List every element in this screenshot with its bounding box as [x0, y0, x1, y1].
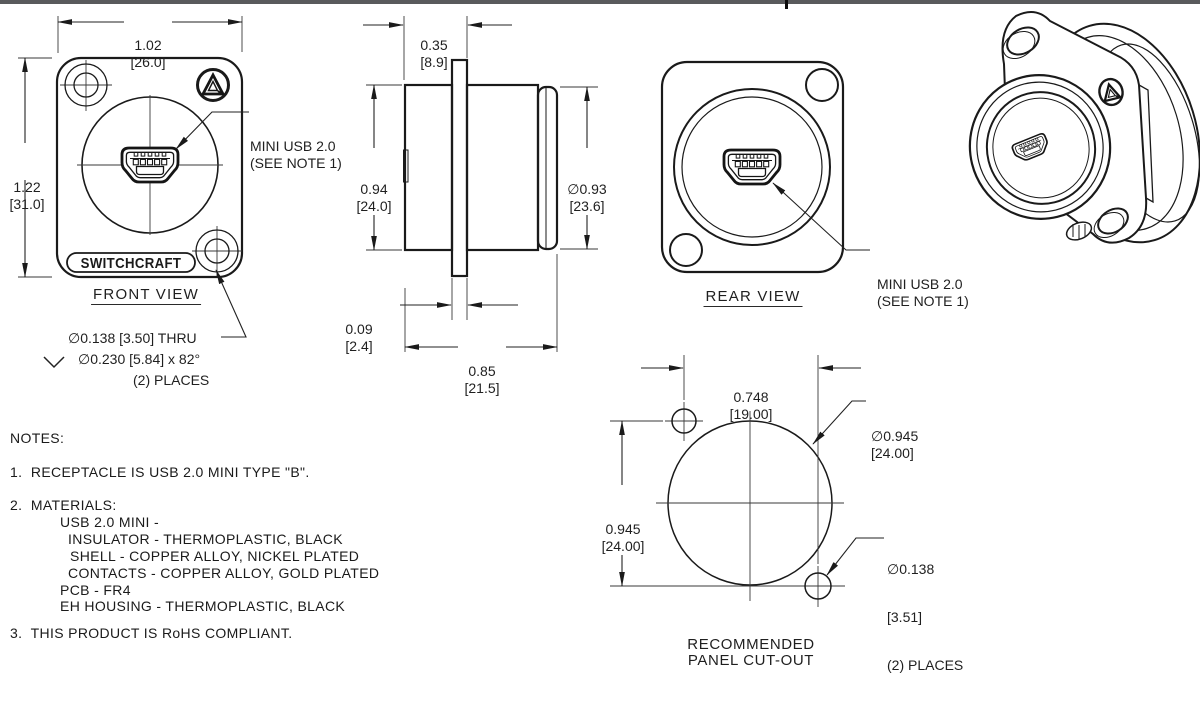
rear-view-label: REAR VIEW	[705, 288, 801, 305]
side-body-length-dimension: 0.85 [21.5]	[464, 363, 500, 396]
side-flange-thickness-dimension: 0.09 [2.4]	[345, 321, 373, 354]
note-2-material-usb: USB 2.0 MINI -	[60, 514, 160, 530]
front-view-label: FRONT VIEW	[93, 286, 199, 303]
panel-mount-hole-callout: ∅0.138 [3.51] (2) PLACES	[887, 561, 964, 673]
rear-usb-callout: MINI USB 2.0 (SEE NOTE 1)	[877, 276, 969, 309]
front-usb-callout: MINI USB 2.0 (SEE NOTE 1)	[250, 138, 342, 171]
panel-hole-spacing-v-dimension: 0.945 [24.00]	[601, 521, 645, 554]
iso-view-drawing	[955, 4, 1200, 261]
side-flange-offset-dimension: 0.35 [8.9]	[420, 37, 448, 70]
panel-cutout-diameter-callout: ∅0.945 [24.00]	[871, 428, 919, 461]
note-2-material-insulator: INSULATOR - THERMOPLASTIC, BLACK	[68, 531, 343, 547]
mini-usb-connector-icon	[122, 148, 178, 182]
front-usb-leader-line	[176, 112, 249, 149]
note-1: 1. RECEPTACLE IS USB 2.0 MINI TYPE "B".	[10, 464, 310, 480]
note-2-material-housing: EH HOUSING - THERMOPLASTIC, BLACK	[60, 598, 346, 614]
front-hole-note-line2: ∅0.230 [5.84] x 82°	[78, 351, 201, 367]
mount-hole-leader-line	[827, 538, 884, 575]
countersink-symbol-icon	[44, 357, 64, 367]
front-hole-leader-line	[216, 270, 246, 337]
note-2-heading: 2. MATERIALS:	[10, 497, 117, 513]
side-body-height-dimension: 0.94 [24.0]	[356, 181, 392, 214]
switchcraft-logo-icon	[198, 70, 229, 101]
panel-cutout-label: RECOMMENDED PANEL CUT-OUT	[687, 636, 815, 669]
cutout-dia-leader-line	[813, 401, 866, 444]
front-hole-note-line3: (2) PLACES	[133, 372, 210, 388]
note-2-material-contacts: CONTACTS - COPPER ALLOY, GOLD PLATED	[68, 565, 380, 581]
note-2-material-shell: SHELL - COPPER ALLOY, NICKEL PLATED	[70, 548, 360, 564]
note-3: 3. THIS PRODUCT IS RoHS COMPLIANT.	[10, 625, 293, 641]
side-barrel-diameter-dimension: ∅0.93 [23.6]	[567, 181, 607, 214]
rear-usb-leader-line	[773, 183, 870, 250]
notes-heading: NOTES:	[10, 430, 65, 446]
rear-view-drawing	[662, 62, 870, 272]
front-width-dimension: 1.02 [26.0]	[130, 37, 166, 70]
mini-usb-connector-icon	[724, 150, 780, 184]
front-hole-note-line1: ∅0.138 [3.50] THRU	[68, 330, 197, 346]
brand-label: SWITCHCRAFT	[80, 255, 182, 272]
side-view-drawing	[363, 16, 598, 352]
note-2-material-pcb: PCB - FR4	[60, 582, 131, 598]
front-height-dimension: 1.22 [31.0]	[9, 179, 45, 212]
panel-hole-spacing-h-dimension: 0.748 [19.00]	[729, 389, 773, 422]
